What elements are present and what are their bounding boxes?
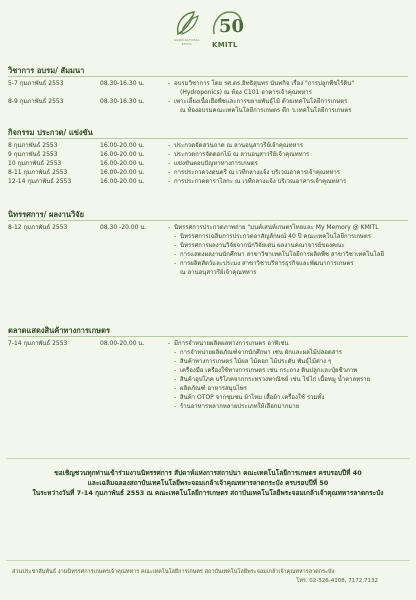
schedule-description [168,159,408,168]
schedule-description [174,268,414,277]
schedule-date: 8-9 กุมภาพันธ์ 2553 [8,98,64,105]
schedule-row [8,88,408,97]
schedule-description-text: ผลิตภัณฑ์ อาหารสมุนไพร [180,385,247,392]
contact-phone: โทร. 02-326-4108, 7172,7132 [296,578,378,584]
schedule-description [174,375,414,384]
invitation-line-2: และเฉลิมฉลองสถาบันเทคโนโลยีพระจอมเกล้าเจ้าคุณทหารลาดกระบัง ครบรอบปีที่ 50 [87,479,329,487]
schedule-date: 12-14 กุมภาพันธ์ 2553 [8,178,72,185]
schedule-date: 9 กุมภาพันธ์ 2553 [8,151,58,158]
schedule-description [174,357,414,366]
schedule-description [168,141,408,150]
schedule-description-text: ประกวดการจัดดอกไม้ ณ ลานอนุสาวรีย์เจ้าคุณทหาร [174,151,310,158]
schedule-description [168,177,408,186]
section-title: วิชาการ อบรม/ สัมมนา [8,66,408,77]
schedule-row [8,177,408,186]
schedule-row [8,141,408,150]
schedule-description [174,106,414,115]
schedule-time: 08.30-16.30 น. [100,80,145,87]
schedule-description-text: สินค้าทางการเกษตร ไม้ผล ไม้ดอก ไม้ประดับ พันธุ์ไม้ต่าง ๆ [180,358,332,365]
schedule-description [174,259,414,268]
section-contests [8,128,408,186]
schedule-time: 16.00-20.00 น. [100,151,145,158]
dash-bullet-icon: - [174,403,177,410]
dash-bullet-icon: - [174,376,177,383]
schedule-row [8,241,408,250]
section-title: นิทรรศการ/ ผลงานวิจัย [8,210,408,221]
schedule-description [168,168,408,177]
schedule-row [8,393,408,402]
schedule-description-text: ณ ลานอนุสาวรีย์เจ้าคุณทหาร [180,269,257,276]
section-agri-market [8,326,408,411]
section-academic [8,66,408,115]
schedule-date: 10 กุมภาพันธ์ 2553 [8,160,62,167]
schedule-row [8,366,408,375]
schedule-description [168,223,408,232]
dot-bullet-icon: - [168,340,171,347]
agriculture-leaf-logo [172,10,202,50]
schedule-description-text: เครื่องมือ เครื่องใช้ทางการเกษตร เช่น กระถาง ดินปลูกและปุ๋ยชีวภาพ [180,367,358,374]
schedule-description [168,339,408,348]
schedule-date: 7-14 กุมภาพันธ์ 2553 [8,340,68,347]
schedule-description [174,393,414,402]
schedule-row [8,375,408,384]
schedule-description [174,402,414,411]
schedule-row [8,97,408,106]
schedule-date: 8-12 กุมภาพันธ์ 2553 [8,224,68,231]
schedule-row [8,106,408,115]
schedule-row [8,402,408,411]
section-title: ตลาดแสดงสินค้าทางการเกษตร [8,326,408,337]
schedule-description-text: การผลิตสัตว์และประมง สาขาวิชาบริหารธุรกิจและพัฒนาการเกษตร [180,260,354,267]
schedule-time: 08.30 -20.00 น. [100,224,147,231]
dash-bullet-icon: - [174,260,177,267]
schedule-row [8,159,408,168]
schedule-time: 16.00-20.00 น. [100,178,145,185]
schedule-row [8,268,408,277]
schedule-description [174,348,414,357]
dot-bullet-icon: - [168,98,171,105]
schedule-time: 16.00-20.00 น. [100,160,145,167]
schedule-description-text: (Hydroponics) ณ ห้อง C101 อาคารเจ้าคุณทหาร [180,89,312,96]
kmitl-50-emblem-icon [210,8,246,40]
schedule-description [174,250,414,259]
schedule-description [174,241,414,250]
schedule-description [174,232,414,241]
schedule-row [8,150,408,159]
schedule-description-text: มีการจำหน่ายผลิตผลทางการเกษตร อาทิเช่น [174,340,289,347]
dash-bullet-icon: - [174,251,177,258]
dash-bullet-icon: - [174,349,177,356]
dot-bullet-icon: - [168,178,171,185]
kmitl-label: KMITL [212,41,238,49]
schedule-row [8,232,408,241]
dot-bullet-icon: - [168,169,171,176]
schedule-row [8,223,408,232]
schedule-row [8,357,408,366]
schedule-time: 08.30-16.30 น. [100,98,145,105]
schedule-time: 16.00-20.00 น. [100,169,145,176]
schedule-time: 08.00-20.00 น. [100,340,145,347]
schedule-date: 5-7 กุมภาพันธ์ 2553 [8,80,64,87]
schedule-description [174,88,414,97]
leaf-icon [172,10,202,38]
schedule-description [168,150,408,159]
dash-bullet-icon: - [174,233,177,240]
dash-bullet-icon: - [174,394,177,401]
schedule-description-text: นิทรรศการเฉลิมการประกวดอาสัญลักษณ์ 40 ปี คณะเทคโนโลยีการเกษตร [180,233,371,240]
dash-bullet-icon: - [174,385,177,392]
schedule-description-text: ณ ห้องอบรมคณะเทคโนโลยีการเกษตร ตึก ว.เทคโนโลยีการเกษตร [180,107,352,114]
schedule-description-text: เพาะเลี้ยงเนื้อเยื่อพืชและการขยายพันธุ์ไม้ ด้วยเทคโนโลยีการเกษตร [174,98,348,105]
schedule-row [8,79,408,88]
invitation-line-1: ขอเชิญชวนทุกท่านเข้าร่วมงานนิทรรศการ สัปดาห์แห่งการสถาปนา คณะเทคโนโลยีการเกษตร ครบรอบปีที่ 40 [54,469,362,477]
contact-info [12,568,408,586]
section-title: กิจกรรม ประกวด/ แข่งขัน [8,128,408,139]
schedule-description [174,384,414,393]
schedule-time: 16.00-20.00 น. [100,142,145,149]
schedule-row [8,384,408,393]
header-logos [0,6,416,58]
schedule-date: 8 กุมภาพันธ์ 2553 [8,142,58,149]
schedule-description [174,366,414,375]
schedule-description-text: การจำหน่ายผลิตภัณฑ์จากนักศึกษา เช่น ผักและผลไม้ปลอดสาร [180,349,343,356]
schedule-row [8,259,408,268]
invitation-text [10,468,406,498]
schedule-description-text: การแสดงผลงานนักศึกษา สาขาวิชาเทคโนโลยีการผลิตพืช สาขาวิชาเทคโนโลยี [180,251,384,258]
schedule-row [8,168,408,177]
dash-bullet-icon: - [174,242,177,249]
kmitl-50-logo [210,8,246,54]
footer-divider [6,458,410,459]
kmitl-50-number: 50 [219,16,245,37]
dash-bullet-icon: - [174,358,177,365]
schedule-description [168,79,408,88]
contact-line-1: ส่วนประชาสัมพันธ์ งานนิทรรศการเกษตรเจ้าคุณทหาร คณะเทคโนโลยีการเกษตร สถาบันเทคโนโลยีพระจอมเกล้าเจ้าคุณทหารลาดกระบัง [12,569,335,575]
contact-divider [6,560,410,561]
section-exhibition [8,210,408,277]
schedule-description-text: แข่งขันตอบปัญหาทางการเกษตร [174,160,258,167]
schedule-row [8,250,408,259]
schedule-description-text: นิทรรศการประกวดภาพถ่าย "มนต์เสน่ห์เกษตรไทยและ My Memory @ KMITL [174,224,379,231]
schedule-description-text: ประกวดจัดสวนถาด ณ ลานอนุสาวรีย์เจ้าคุณทหาร [174,142,303,149]
schedule-description-text: ร้านอาหารหลากหลายประเภทให้เลือกมากมาย [180,403,300,410]
invitation-line-3: ในระหว่างวันที่ 7-14 กุมภาพันธ์ 2553 ณ คณะเทคโนโลยีการเกษตร สถาบันเทคโนโลยีพระจอมเกล้าเจ้าคุณทหารลาดกระบัง [32,489,384,497]
schedule-description-text: การประกวดวงดนตรี ณ เวทีกลางแจ้ง บริเวณอาคารเจ้าคุณทหาร [174,169,340,176]
dot-bullet-icon: - [168,142,171,149]
dot-bullet-icon: - [168,80,171,87]
dash-bullet-icon: - [174,367,177,374]
schedule-row [8,348,408,357]
schedule-description-text: อบรมวิชาการ โดย รศ.ดร.อิทธิสุนทร นันทกิจ เรื่อง "การปลูกพืชไร้ดิน" [174,80,355,87]
schedule-row [8,339,408,348]
schedule-description-text: นิทรรศการผลงานวิจัยจากนักวิจัยเด่น ผลงานคณาจารย์ของคณะ [180,242,345,249]
schedule-description-text: สินค้าอุปโภค บริโภคจากกระทรวงพาณิชย์ เช่น ไข่ไก่ เนื้อหมู น้ำตาลทราย [180,376,371,383]
dot-bullet-icon: - [168,160,171,167]
schedule-description-text: สินค้า OTOP จากชุมชน ผ้าไหม เสื้อผ้า เครื่องใช้ ร่วมทั้ง [180,394,325,401]
dot-bullet-icon: - [168,224,171,231]
schedule-date: 8-11 กุมภาพันธ์ 2553 [8,169,68,176]
leaf-logo-caption: AGRICULTURAL KMITL [173,38,201,46]
schedule-description [168,97,408,106]
dot-bullet-icon: - [168,151,171,158]
schedule-description-text: การประกวดดาราโลกะ ณ เวทีกลางแจ้ง บริเวณอาคารเจ้าคุณทหาร [174,178,347,185]
